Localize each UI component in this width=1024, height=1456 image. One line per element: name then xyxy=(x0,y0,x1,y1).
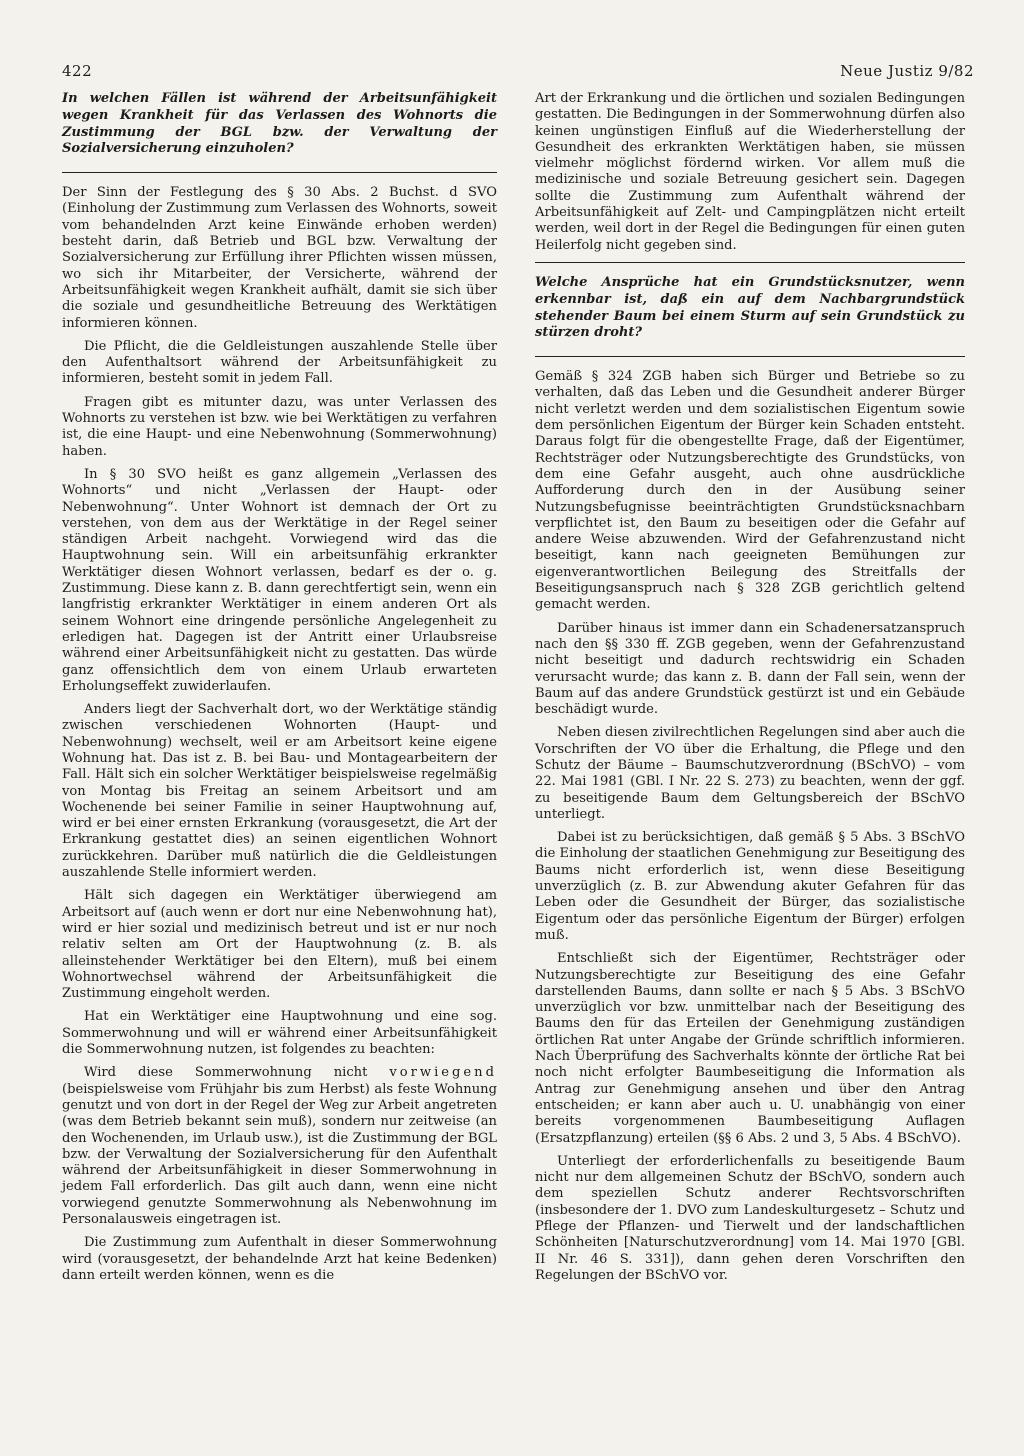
right-column xyxy=(535,91,965,1291)
paragraph-continuation: Art der Erkrankung und die örtlichen und sozialen Bedingungen gestatten. Die Bedingungen in der Sommerwohnung dürfen also keinen ungünstigen Einfluß auf die Wiederherstellung der Gesundheit des erkrankten Werktätigen haben, sie müssen vielmehr möglichst fördernd wirken. Vor allem muß die medizinische und soziale Betreuung gesichert sein. Dagegen sollte die Zustimmung zum Aufenthalt während der Arbeitsunfähigkeit auf Zelt- und Campingplätzen nicht erteilt werden, weil dort in der Regel die Bedingungen für einen guten Heilerfolg nicht gegeben sind. xyxy=(535,91,965,253)
paragraph: Neben diesen zivilrechtlichen Regelungen sind aber auch die Vorschriften der VO über die Erhaltung, die Pflege und den Schutz der Bäume – Baumschutzverordnung (BSchVO) – vom 22. Mai 1981 (GBl. I Nr. 22 S. 273) zu beachten, wenn der ggf. zu beseitigende Baum dem Geltungsbereich der BSchVO unterliegt. xyxy=(535,725,965,822)
journal-title: Neue Justiz 9/82 xyxy=(840,62,974,80)
paragraph: Hat ein Werktätiger eine Hauptwohnung und eine sog. Sommerwohnung und will er während einer Arbeitsunfähigkeit die Sommerwohnung nutzen, ist folgendes zu beachten: xyxy=(62,1009,497,1058)
paragraph: Unterliegt der erforderlichenfalls zu beseitigende Baum nicht nur dem allgemeinen Schutz der BSchVO, sondern auch dem speziellen Schutz anderer Rechtsvorschriften (insbesondere der 1. DVO zum Landeskulturgesetz – Schutz und Pflege der Pflanzen- und Tierwelt und der landschaftlichen Schönheiten [Naturschutzverordnung] vom 14. Mai 1970 [GBl. II Nr. 46 S. 331]), dann gehen deren Vorschriften den Regelungen der BSchVO vor. xyxy=(535,1153,965,1283)
paragraph: Anders liegt der Sachverhalt dort, wo der Werktätige ständig zwischen verschiedenen Wohnorten (Haupt- und Nebenwohnung) wechselt, weil er am Arbeitsort keine eigene Wohnung hat. Das ist z. B. bei Bau- und Montagearbeitern der Fall. Hält sich ein solcher Werktätiger beispielsweise regelmäßig von Montag bis Freitag an seinem Arbeitsort und am Wochenende bei seiner Familie in seiner Hauptwohnung auf, wird er bei einer ernsten Erkrankung (vorausgesetzt, die Art der Erkrankung gestattet dies) an seinen eigentlichen Wohnort zurückkehren. Darüber muß natürlich die die Geldleistungen auszahlende Stelle informiert werden. xyxy=(62,702,497,881)
paragraph: Darüber hinaus ist immer dann ein Schadenersatzanspruch nach den §§ 330 ff. ZGB gegeben, wenn der Gefahrenzustand nicht beseitigt und dadurch rechtswidrig ein Schaden verursacht wurde; das kann z. B. dann der Fall sein, wenn der Baum auf das andere Grundstück gestürzt ist und ein Gebäude beschädigt wurde. xyxy=(535,620,965,718)
left-column xyxy=(62,91,497,1291)
paragraph: Gemäß § 324 ZGB haben sich Bürger und Betriebe so zu verhalten, daß das Leben und die Gesundheit anderer Bürger nicht verletzt werden und dem sozialistischen Eigentum sowie dem persönlichen Eigentum der Bürger kein Schaden entsteht. Daraus folgt für die obengestellte Frage, daß der Eigentümer, Rechtsträger oder Nutzungsberechtigte des Grundstücks, von dem eine Gefahr ausgeht, auch ohne ausdrückliche Aufforderung durch den in der Ausübung seiner Nutzungsbefugnisse beeinträchtigten Grundstücksnachbarn verpflichtet ist, den Baum zu beseitigen oder die Gefahr auf andere Weise abzuwenden. Wird der Gefahrenzustand nicht beseitigt, kann nach geeigneten Bemühungen zur eigenverantwortlichen Beilegung des Streitfalls der Beseitigungsanspruch nach § 328 ZGB gerichtlich geltend gemacht werden. xyxy=(535,369,965,613)
paragraph: Fragen gibt es mitunter dazu, was unter Verlassen des Wohnorts zu verstehen ist bzw. wie bei Werktätigen zu verfahren ist, die eine Haupt- und eine Nebenwohnung (Sommerwohnung) haben. xyxy=(62,394,497,459)
text-segment: Wird diese Sommerwohnung nicht xyxy=(84,1065,368,1081)
question-tree: Welche Ansprüche hat ein Grundstücksnutzer, wenn erkennbar ist, daß ein auf dem Nachbargrundstück stehender Baum bei einem Sturm auf sein Grundstück zu stürzen droht? xyxy=(535,274,965,341)
section-divider xyxy=(535,356,965,357)
section-divider xyxy=(535,262,965,263)
paragraph: Entschließt sich der Eigentümer, Rechtsträger oder Nutzungsberechtigte zur Beseitigung des eine Gefahr darstellenden Baums, dann sollte er nach § 5 Abs. 3 BSchVO unverzüglich vor bzw. unmittelbar nach der Beseitigung des Baums den für das Erteilen der Genehmigung zuständigen örtlichen Rat unter Angabe der Gründe schriftlich informieren. Nach Überprüfung des Sachverhalts könnte der örtliche Rat bei noch nicht erfolgter Baumbeseitigung die Information als Antrag zur Genehmigung ansehen und über den Antrag entscheiden; er kann aber auch u. U. unabhängig von einer bereits vorgenommenen Baumbeseitigung Auflagen (Ersatzpflanzung) erteilen (§§ 6 Abs. 2 und 3, 5 Abs. 4 BSchVO). xyxy=(535,951,965,1146)
paragraph: Hält sich dagegen ein Werktätiger überwiegend am Arbeitsort auf (auch wenn er dort nur eine Nebenwohnung hat), wird er hier sozial und medizinisch betreut und ist er nur noch relativ selten am Ort der Hauptwohnung (z. B. als alleinstehender Werktätiger bei den Eltern), muß bei einem Wohnortwechsel während der Arbeitsunfähigkeit die Zustimmung eingeholt werden. xyxy=(62,888,497,1002)
question-sick-leave: In welchen Fällen ist während der Arbeitsunfähigkeit wegen Krankheit für das Verlassen des Wohnorts die Zustimmung der BGL bzw. der Verwaltung der Sozialversicherung einzuholen? xyxy=(62,91,497,157)
paragraph: Die Zustimmung zum Aufenthalt in dieser Sommerwohnung wird (vorausgesetzt, der behandelnde Arzt hat keine Bedenken) dann erteilt werden können, wenn es die xyxy=(62,1235,497,1283)
paragraph: In § 30 SVO heißt es ganz allgemein „Verlassen des Wohnorts“ und nicht „Verlassen der Haupt- oder Nebenwohnung“. Unter Wohnort ist demnach der Ort zu verstehen, von dem aus der Werktätige in der Regel seiner ständigen Arbeit nachgeht. Vorwiegend wird das die Hauptwohnung sein. Will ein arbeitsunfähig erkrankter Werktätiger diesen Wohnort verlassen, bedarf es der o. g. Zustimmung. Diese kann z. B. dann gerechtfertigt sein, wenn ein langfristig erkrankter Werktätiger in einem anderen Ort als seinem Wohnort eine dringende persönliche Angelegenheit zu erledigen hat. Dagegen ist der Antritt einer Urlaubsreise während einer Arbeitsunfähigkeit nicht zu gestatten. Das würde ganz offensichtlich dem von einem Urlaub erwarteten Erholungseffekt zuwiderlaufen. xyxy=(62,466,497,694)
text-segment: (beispielsweise vom Frühjahr bis zum Herbst) als feste Wohnung genutzt und von dort in der Regel der Weg zur Arbeit angetreten (was dem Betrieb bekannt sein muß), sondern nur zeitweise (an den Wochenenden, im Urlaub usw.), ist die Zustimmung der BGL bzw. der Verwaltung der Sozialversicherung für den Aufenthalt während der Arbeitsunfähigkeit in dieser Sommerwohnung in jedem Fall erforderlich. Das gilt auch dann, wenn eine nicht vorwiegend genutzte Sommerwohnung als Nebenwohnung im Personalausweis eingetragen ist. xyxy=(62,1081,497,1227)
page-number: 422 xyxy=(62,62,93,80)
paragraph: Dabei ist zu berücksichtigen, daß gemäß § 5 Abs. 3 BSchVO die Einholung der staatlichen Genehmigung zur Beseitigung des Baums nicht erforderlich ist, wenn diese Beseitigung unverzüglich (z. B. zur Abwendung akuter Gefahren für das Leben oder die Gesundheit der Bürger, das sozialistische Eigentum oder das persönliche Eigentum der Bürger) erfolgen muß. xyxy=(535,830,965,943)
paragraph: Der Sinn der Festlegung des § 30 Abs. 2 Buchst. d SVO (Einholung der Zustimmung zum Verlassen des Wohnorts, soweit vom behandelnden Arzt keine Einwände erhoben werden) besteht darin, daß Betrieb und BGL bzw. Verwaltung der Sozialversicherung zur Erfüllung ihrer Pflichten wissen müssen, wo sich ihr Mitarbeiter, der Versicherte, während der Arbeitsunfähigkeit wegen Krankheit aufhält, damit sie sich über die soziale und gesundheitliche Betreuung des Werktätigen informieren können. xyxy=(62,185,497,331)
paragraph: Die Pflicht, die die Geldleistungen auszahlende Stelle über den Aufenthaltsort während der Arbeitsunfähigkeit zu informieren, besteht somit in jedem Fall. xyxy=(62,338,497,387)
emphasized-word: vorwiegend xyxy=(389,1065,497,1081)
paragraph-summer-residence xyxy=(62,1065,497,1228)
section-divider xyxy=(62,172,497,173)
